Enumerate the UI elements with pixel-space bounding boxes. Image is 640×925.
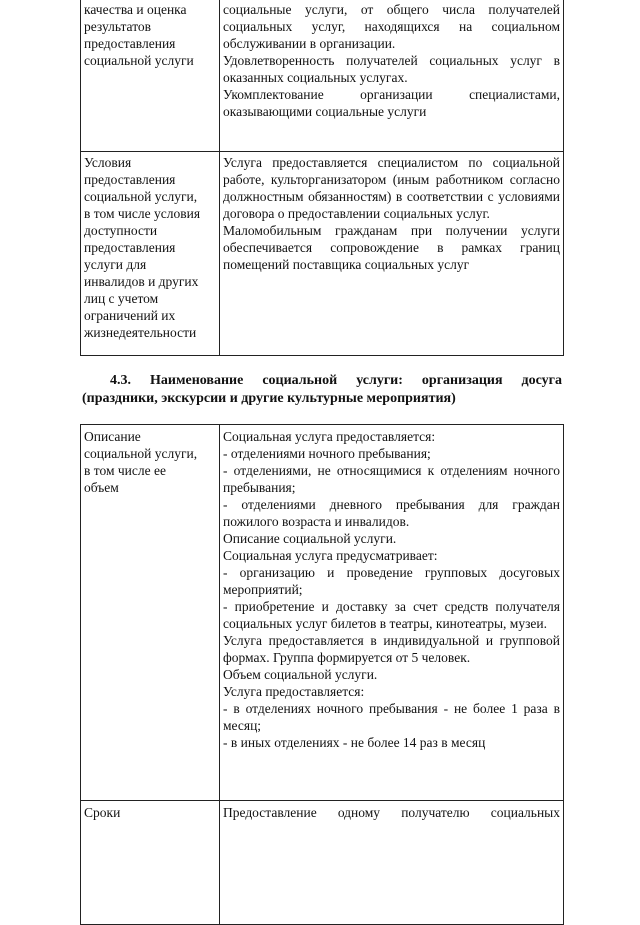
table-row <box>81 425 564 801</box>
cell-text-line: предоставления <box>84 240 176 255</box>
cell-paragraph: Услуга предоставляется: <box>223 684 365 699</box>
cell-paragraph: - отделениями дневного пребывания для граждан пожилого возраста и инвалидов. <box>223 497 560 529</box>
section-heading <box>82 372 562 408</box>
cell-text-line: результатов <box>84 19 152 34</box>
cell-paragraph: - организацию и проведение групповых досуговых мероприятий; <box>223 565 560 597</box>
cell-text-line: в том числе ее <box>84 463 166 478</box>
cell-paragraph: - отделениями ночного пребывания; <box>223 446 431 461</box>
cell-paragraph: Услуга предоставляется в индивидуальной и групповой формах. Группа формируется от 5 человек. <box>223 633 560 665</box>
cell-paragraph: Укомплектование организации специалистами, оказывающими социальные услуги <box>223 87 560 119</box>
cell-text-line: Описание <box>84 429 141 444</box>
cell-text-line: социальной услуги, <box>84 189 198 204</box>
cell-text-line: объем <box>84 480 119 495</box>
cell-text-line: ограничений их <box>84 308 176 323</box>
cell-paragraph: социальные услуги, от общего числа получателей социальных услуг, находящихся на социальном обслуживании в организации. <box>223 2 560 51</box>
cell-text-line: социальной услуги, <box>84 446 198 461</box>
cell-paragraph: Предоставление одному получателю социальных <box>223 805 560 820</box>
cell-paragraph: Описание социальной услуги. <box>223 531 397 546</box>
table-row <box>81 0 564 152</box>
cell-paragraph: Социальная услуга предоставляется: <box>223 429 436 444</box>
row-content-cell <box>220 425 564 801</box>
cell-text-line: Сроки <box>84 805 121 820</box>
cell-paragraph: - в иных отделениях - не более 14 раз в месяц <box>223 735 486 750</box>
row-content-cell <box>220 801 564 925</box>
cell-text-line: услуги для <box>84 257 147 272</box>
service-table-top <box>80 0 564 356</box>
cell-text-line: качества и оценка <box>84 2 187 17</box>
cell-paragraph: Социальная услуга предусматривает: <box>223 548 438 563</box>
cell-paragraph: - приобретение и доставку за счет средств получателя социальных услуг билетов в театры, кинотеатры, музеи. <box>223 599 560 631</box>
cell-text-line: инвалидов и других <box>84 274 199 289</box>
table-row <box>81 152 564 356</box>
cell-paragraph: Объем социальной услуги. <box>223 667 378 682</box>
section-heading-line: (праздники, экскурсии и другие культурные мероприятия) <box>82 391 456 406</box>
cell-text-line: предоставления <box>84 36 176 51</box>
cell-paragraph: Удовлетворенность получателей социальных услуг в оказанных социальных услугах. <box>223 53 560 85</box>
row-label-cell <box>81 152 220 356</box>
cell-paragraph: Маломобильным гражданам при получении услуги обеспечивается сопровождение в рамках границ помещений поставщика социальных услуг <box>223 223 560 272</box>
row-label-cell <box>81 0 220 152</box>
cell-text-line: Условия <box>84 155 132 170</box>
cell-text-line: жизнедеятельности <box>84 325 197 340</box>
cell-text-line: предоставления <box>84 172 176 187</box>
table-row <box>81 801 564 925</box>
section-heading-line: 4.3. Наименование социальной услуги: организация досуга <box>110 373 562 388</box>
cell-text-line: лиц с учетом <box>84 291 159 306</box>
cell-text-line: социальной услуги <box>84 53 194 68</box>
row-content-cell <box>220 152 564 356</box>
cell-paragraph: - в отделениях ночного пребывания - не более 1 раза в месяц; <box>223 701 560 733</box>
row-label-cell <box>81 801 220 925</box>
row-label-cell <box>81 425 220 801</box>
cell-text-line: в том числе условия <box>84 206 201 221</box>
cell-paragraph: - отделениями, не относящимися к отделениям ночного пребывания; <box>223 463 560 495</box>
service-table-bottom <box>80 424 564 925</box>
cell-paragraph: Услуга предоставляется специалистом по социальной работе, культорганизатором (иным работником согласно должностным обязанностям) в соответствии с условиями договора о предоставлении социальных услуг. <box>223 155 560 221</box>
cell-text-line: доступности <box>84 223 158 238</box>
row-content-cell <box>220 0 564 152</box>
